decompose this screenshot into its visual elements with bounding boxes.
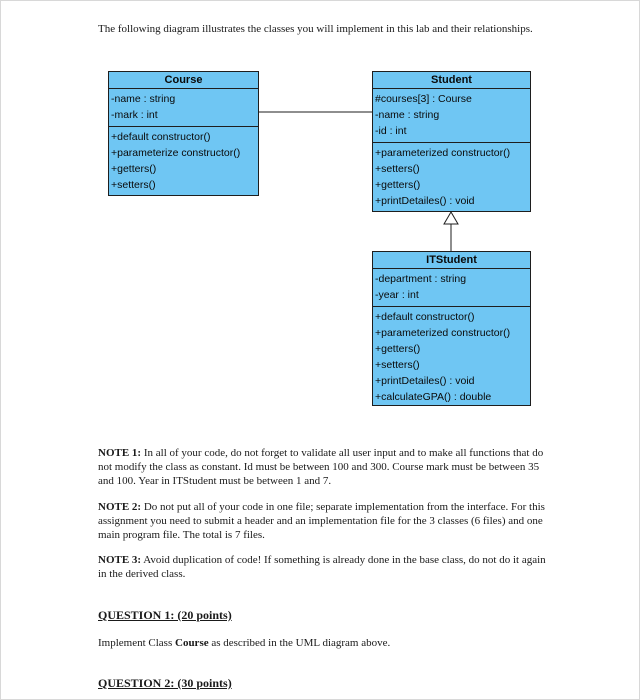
note-3-text: Avoid duplication of code! If something is already done in the base class, do not do it again in the derived class. bbox=[98, 554, 546, 580]
course-method: +default constructor() bbox=[111, 131, 211, 143]
itstudent-method: +getters() bbox=[375, 343, 421, 355]
student-attribute: -name : string bbox=[375, 109, 440, 121]
question-1-body-suffix: as described in the UML diagram above. bbox=[208, 637, 391, 649]
itstudent-attribute: -department : string bbox=[375, 273, 467, 285]
inheritance-arrow-icon bbox=[444, 212, 458, 224]
note-3 bbox=[98, 553, 550, 581]
student-method: +printDetailes() : void bbox=[375, 195, 475, 207]
note-1-label: NOTE 1: bbox=[98, 447, 142, 459]
question-2-title: QUESTION 2: (30 points) bbox=[98, 676, 232, 690]
note-1 bbox=[98, 446, 550, 488]
note-2-label: NOTE 2: bbox=[98, 501, 142, 513]
student-attribute: -id : int bbox=[375, 125, 407, 137]
intro-paragraph: The following diagram illustrates the classes you will implement in this lab and their relationships. bbox=[98, 23, 533, 35]
course-method: +setters() bbox=[111, 179, 156, 191]
question-1-body bbox=[98, 636, 550, 650]
course-method: +getters() bbox=[111, 163, 157, 175]
student-method: +getters() bbox=[375, 179, 421, 191]
course-attribute: -mark : int bbox=[111, 109, 158, 121]
student-method: +parameterized constructor() bbox=[375, 147, 511, 159]
course-class-title: Course bbox=[109, 72, 258, 89]
question-1-body-class: Course bbox=[175, 637, 209, 649]
note-1-text: In all of your code, do not forget to validate all user input and to make all functions that do not modify the class as constant. Id must be between 100 and 300. Course mark must be between 35 and 100. Year in ITStudent must be between 1 and 7. bbox=[98, 447, 544, 487]
itstudent-method: +calculateGPA() : double bbox=[375, 391, 492, 403]
question-1-body-prefix: Implement Class bbox=[98, 637, 175, 649]
note-3-label: NOTE 3: bbox=[98, 554, 142, 566]
itstudent-method: +printDetailes() : void bbox=[375, 375, 475, 387]
student-method: +setters() bbox=[375, 163, 420, 175]
course-method: +parameterize constructor() bbox=[111, 147, 241, 159]
course-attribute: -name : string bbox=[111, 93, 176, 105]
student-class-title: Student bbox=[373, 72, 530, 89]
question-1-title: QUESTION 1: (20 points) bbox=[98, 608, 232, 622]
note-2 bbox=[98, 500, 550, 542]
itstudent-attribute: -year : int bbox=[375, 289, 419, 301]
itstudent-method: +default constructor() bbox=[375, 311, 475, 323]
student-attribute: #courses[3] : Course bbox=[375, 93, 472, 105]
note-2-text: Do not put all of your code in one file; separate implementation from the interface. For this assignment you need to submit a header and an implementation file for the 3 classes (6 files) and one main program file. The total is 7 files. bbox=[98, 501, 545, 541]
itstudent-method: +parameterized constructor() bbox=[375, 327, 511, 339]
itstudent-method: +setters() bbox=[375, 359, 420, 371]
itstudent-class-title: ITStudent bbox=[373, 252, 530, 269]
